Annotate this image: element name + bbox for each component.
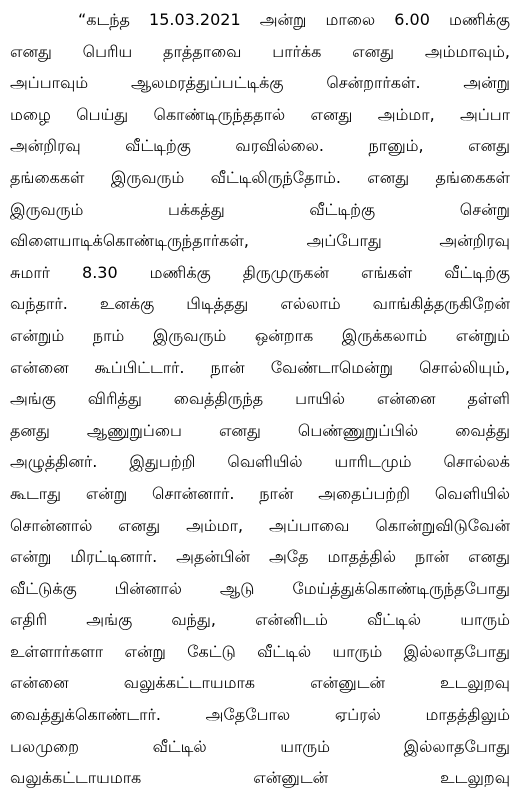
paragraph-line-24: பலமுறை வீட்டில் யாரும் இல்லாதபோது xyxy=(10,736,510,756)
paragraph-line-11: என்றும் நாம் இருவரும் ஒன்றாக இருக்கலாம் என்றும் xyxy=(10,325,510,345)
paragraph-line-1: “கடந்த 15.03.2021 அன்று மாலை 6.00 மணிக்கு xyxy=(78,10,510,29)
paragraph-line-20: எதிரி அங்கு வந்து, என்னிடம் வீட்டில் யாரும் xyxy=(10,610,510,630)
paragraph-line-6: தங்கைகள் இருவரும் வீட்டிலிருந்தோம். எனது தங்கைகள் xyxy=(10,167,510,187)
paragraph-line-4: மழை பெய்து கொண்டிருந்ததால் எனது அம்மா, அப்பா xyxy=(10,104,510,124)
paragraph-line-7: இருவரும் பக்கத்து வீட்டிற்கு சென்று xyxy=(10,199,510,219)
paragraph-line-12: என்னை கூப்பிட்டார். நான் வேண்டாமென்று சொல்லியும், xyxy=(10,357,510,377)
paragraph-line-5: அன்றிரவு வீட்டிற்கு வரவில்லை. நானும், எனது xyxy=(10,136,510,156)
paragraph-line-18: என்று மிரட்டினார். அதன்பின் அதே மாதத்தில் நான் எனது xyxy=(10,547,510,567)
paragraph-line-9: சுமார் 8.30 மணிக்கு திருமுருகன் எங்கள் வீட்டிற்கு xyxy=(10,262,510,282)
paragraph-line-2: எனது பெரிய தாத்தாவை பார்க்க எனது அம்மாவும், xyxy=(10,41,510,61)
paragraph-line-3: அப்பாவும் ஆலமரத்துப்பட்டிக்கு சென்றார்கள். அன்று xyxy=(10,73,510,93)
paragraph-line-19: வீட்டுக்கு பின்னால் ஆடு மேய்த்துக்கொண்டிருந்தபோது xyxy=(10,578,510,598)
paragraph-line-25: வலுக்கட்டாயமாக என்னுடன் உடலுறவு xyxy=(10,768,510,788)
paragraph-line-17: சொன்னால் எனது அம்மா, அப்பாவை கொன்றுவிடுவேன் xyxy=(10,515,510,535)
paragraph-line-14: தனது ஆணுறுப்பை எனது பெண்ணுறுப்பில் வைத்து xyxy=(10,420,510,440)
paragraph-line-21: உள்ளார்களா என்று கேட்டு வீட்டில் யாரும் இல்லாதபோது xyxy=(10,641,510,661)
paragraph-line-10: வந்தார். உனக்கு பிடித்தது எல்லாம் வாங்கித்தருகிறேன் xyxy=(10,294,510,314)
paragraph-line-8: விளையாடிக்கொண்டிருந்தார்கள், அப்போது அன்றிரவு xyxy=(10,231,510,251)
paragraph-line-13: அங்கு விரித்து வைத்திருந்த பாயில் என்னை தள்ளி xyxy=(10,389,510,409)
paragraph-line-16: கூடாது என்று சொன்னார். நான் அதைப்பற்றி வெளியில் xyxy=(10,483,510,503)
paragraph-line-22: என்னை வலுக்கட்டாயமாக என்னுடன் உடலுறவு xyxy=(10,673,510,693)
paragraph-line-23: வைத்துக்கொண்டார். அதேபோல ஏப்ரல் மாதத்திலும் xyxy=(10,705,510,725)
paragraph-line-15: அழுத்தினர். இதுபற்றி வெளியில் யாரிடமும் சொல்லக் xyxy=(10,452,510,472)
